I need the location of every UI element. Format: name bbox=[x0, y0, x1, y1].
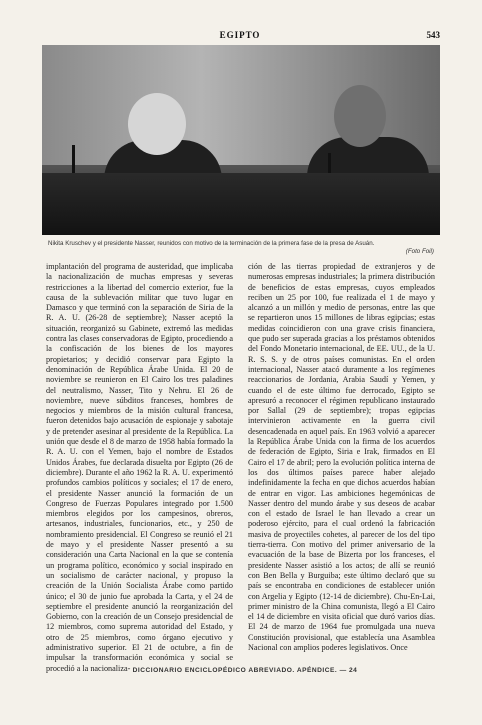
text-column-left: implantación del programa de austeridad, que implicaba la nacionalización de muchas empresas y severas restricciones a la libertad del comercio exterior, fue la causa de la sublevación militar que tuvo lugar en Damasco y que terminó con la separación de Siria de la R. A. U. (26-28 de septiembre); Nasser aceptó la situación, reorganizó su Gabinete, extremó las medidas contra las clases conservadoras de Egipto, procediendo a la confiscación de los bienes de los mayores propietarios; y decidió conservar para Egipto la denominación de República Árabe Unida. El 20 de noviembre se reunieron en El Cairo los tres paladines del neutralismo, Nasser, Tito y Nehru. El 26 de noviembre, nueve súbditos franceses, hombres de negocios y miembros de la misión cultural francesa, fueron detenidos bajo acusación de espionaje y sabotaje y de pretender asesinar al presidente de la República. La unión que desde el 8 de marzo de 1958 había formado la R. A. U. con el Yemen, bajo el nombre de Estados Unidos Árabes, fue declarada disuelta por Egipto (26 de diciembre). Durante el año 1962 la R. A. U. experimentó profundos cambios políticos y sociales; el 17 de enero, el presidente Nasser anunció la formación de un Congreso de Fuerzas Populares integrado por 1.500 miembros elegidos por los campesinos, obreros, artesanos, industriales, funcionarios, etc., y 250 de nombramiento presidencial. El Congreso se reunió el 21 de mayo y el presidente Nasser presentó a su consideración una Carta Nacional en la que se contenía un programa político, económico y social inspirado en un socialismo de carácter nacional, y propuso la creación de la Unión Socialista Árabe como partido único; el 30 de junio fue aprobada la Carta, y el 24 de septiembre el presidente anunció la reorganización del Gobierno, con la creación de un Consejo presidencial de 12 miembros, como suprema autoridad del Estado, y otro de 25 miembros, como órgano ejecutivo y administrativo superior. El 21 de octubre, a fin de impulsar la transformación económica y social se procedió a la nacionaliza- bbox=[46, 262, 233, 673]
page-number: 543 bbox=[426, 30, 440, 40]
photo-head-left bbox=[128, 93, 186, 155]
section-title: EGIPTO bbox=[219, 30, 261, 40]
photo-table bbox=[42, 173, 440, 235]
photo-head-right bbox=[334, 85, 386, 147]
photo-caption bbox=[48, 240, 434, 256]
caption-text: Nikita Kruschev y el presidente Nasser, reunidos con motivo de la terminación de la primera fase de la presa de Asuán. bbox=[48, 240, 375, 247]
text-column-right: ción de las tierras propiedad de extranjeros y de numerosas empresas industriales; la primera distribución de beneficios de estas empresas, cuyos empleados reciben un 25 por 100, fue realizada el 1 de mayo y alcanzó a un millón y medio de personas, entre las que se repartieron unos 15 millones de libras egipcias; estas medidas coincidieron con una grave crisis financiera, que pudo ser superada gracias a los préstamos obtenidos del Fondo Monetario internacional, de EE. UU., de la U. R. S. S. y de otros países comunistas. En el orden internacional, Nasser atacó duramente a los regímenes reaccionarios de Jordania, Arabia Saudí y Yemen, y cuando el de este último fue derrocado, Egipto se apresuró a reconocer el régimen republicano instaurado por Sallal (29 de septiembre); tropas egipcias intervinieron activamente en la guerra civil desencadenada en aquel país. En 1963 volvió a aparecer la República Árabe Unida con la firma de los acuerdos de federación de Egipto, Siria e Irak, firmados en El Cairo el 17 de abril; pero la evolución política interna de los dos últimos países parece haber alejado indefinidamente la fecha en que dichos acuerdos habían de entrar en vigor. Las ambiciones hegemónicas de Nasser dentro del mundo árabe y sus deseos de acabar con el estado de Israel le han llevado a crear un poderoso ejército, para el cual ordenó la fabricación masiva de proyectiles cohetes, al parecer de los del tipo tierra-tierra. Con motivo del primer aniversario de la evacuación de la base de Bizerta por los franceses, el presidente Nasser asistió a los actos; de allí se reunió con Ben Bella y Burguiba; este último declaró que su país se encontraba en condiciones de establecer unión con Argelia y Egipto (12-14 de diciembre). Chu-En-Lai, primer ministro de la China comunista, llegó a El Cairo el 14 de diciembre en visita oficial que duró varios días. El 24 de marzo de 1964 fue promulgada una nueva Constitución provisional, que establecía una Asamblea Nacional con amplios poderes legislativos. Once bbox=[248, 262, 435, 652]
photo-credit: (Foto Foil) bbox=[405, 248, 434, 255]
page-header bbox=[40, 30, 440, 44]
photograph bbox=[42, 45, 440, 235]
page-footer: DICCIONARIO ENCICLOPÉDICO ABREVIADO. APÉNDICE. — 24 bbox=[132, 667, 358, 674]
